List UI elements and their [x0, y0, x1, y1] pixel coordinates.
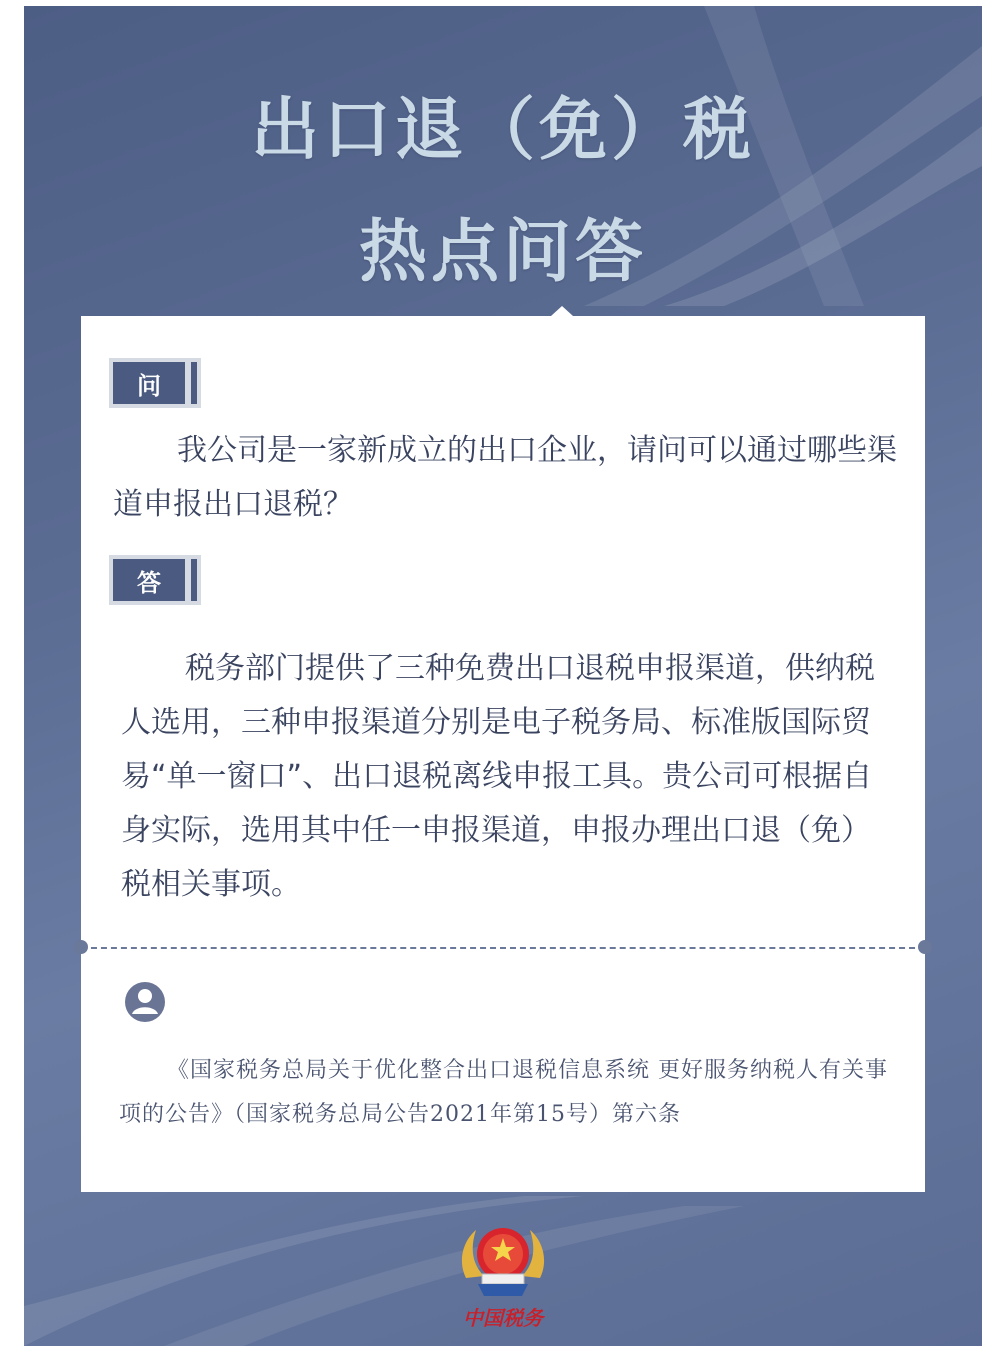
answer-label-bar	[191, 559, 197, 601]
answer-label-text: 答	[113, 559, 185, 601]
dashed-divider	[81, 947, 925, 949]
reference-text: 《国家税务总局关于优化整合出口退税信息系统 更好服务纳税人有关事项的公告》（国家税务总局公告2021年第15号）第六条	[119, 1058, 888, 1127]
tax-emblem-icon	[456, 1218, 550, 1302]
answer-text: 税务部门提供了三种免费出口退税申报渠道，供纳税人选用，三种申报渠道分别是电子税务局、标准版国际贸易“单一窗口”、出口退税离线申报工具。贵公司可根据自身实际，选用其中任一申报渠道，申报办理出口退（免）税相关事项。	[121, 651, 875, 902]
question-text: 我公司是一家新成立的出口企业，请问可以通过哪些渠道申报出口退税？	[113, 433, 897, 522]
question-label-bar	[191, 362, 197, 404]
card-notch	[551, 306, 573, 316]
qa-card	[81, 316, 925, 1192]
tax-logo-text: 中国税务	[463, 1306, 543, 1330]
divider-dot-left	[74, 940, 88, 954]
question-label-text: 问	[113, 362, 185, 404]
page-title-line1: 出口退（免）税	[250, 90, 755, 170]
page-title-line2: 热点问答	[358, 212, 647, 292]
question-label	[109, 358, 201, 408]
divider-dot-right	[918, 940, 932, 954]
answer-label	[109, 555, 201, 605]
poster-background	[24, 6, 982, 1346]
user-icon	[123, 980, 167, 1024]
